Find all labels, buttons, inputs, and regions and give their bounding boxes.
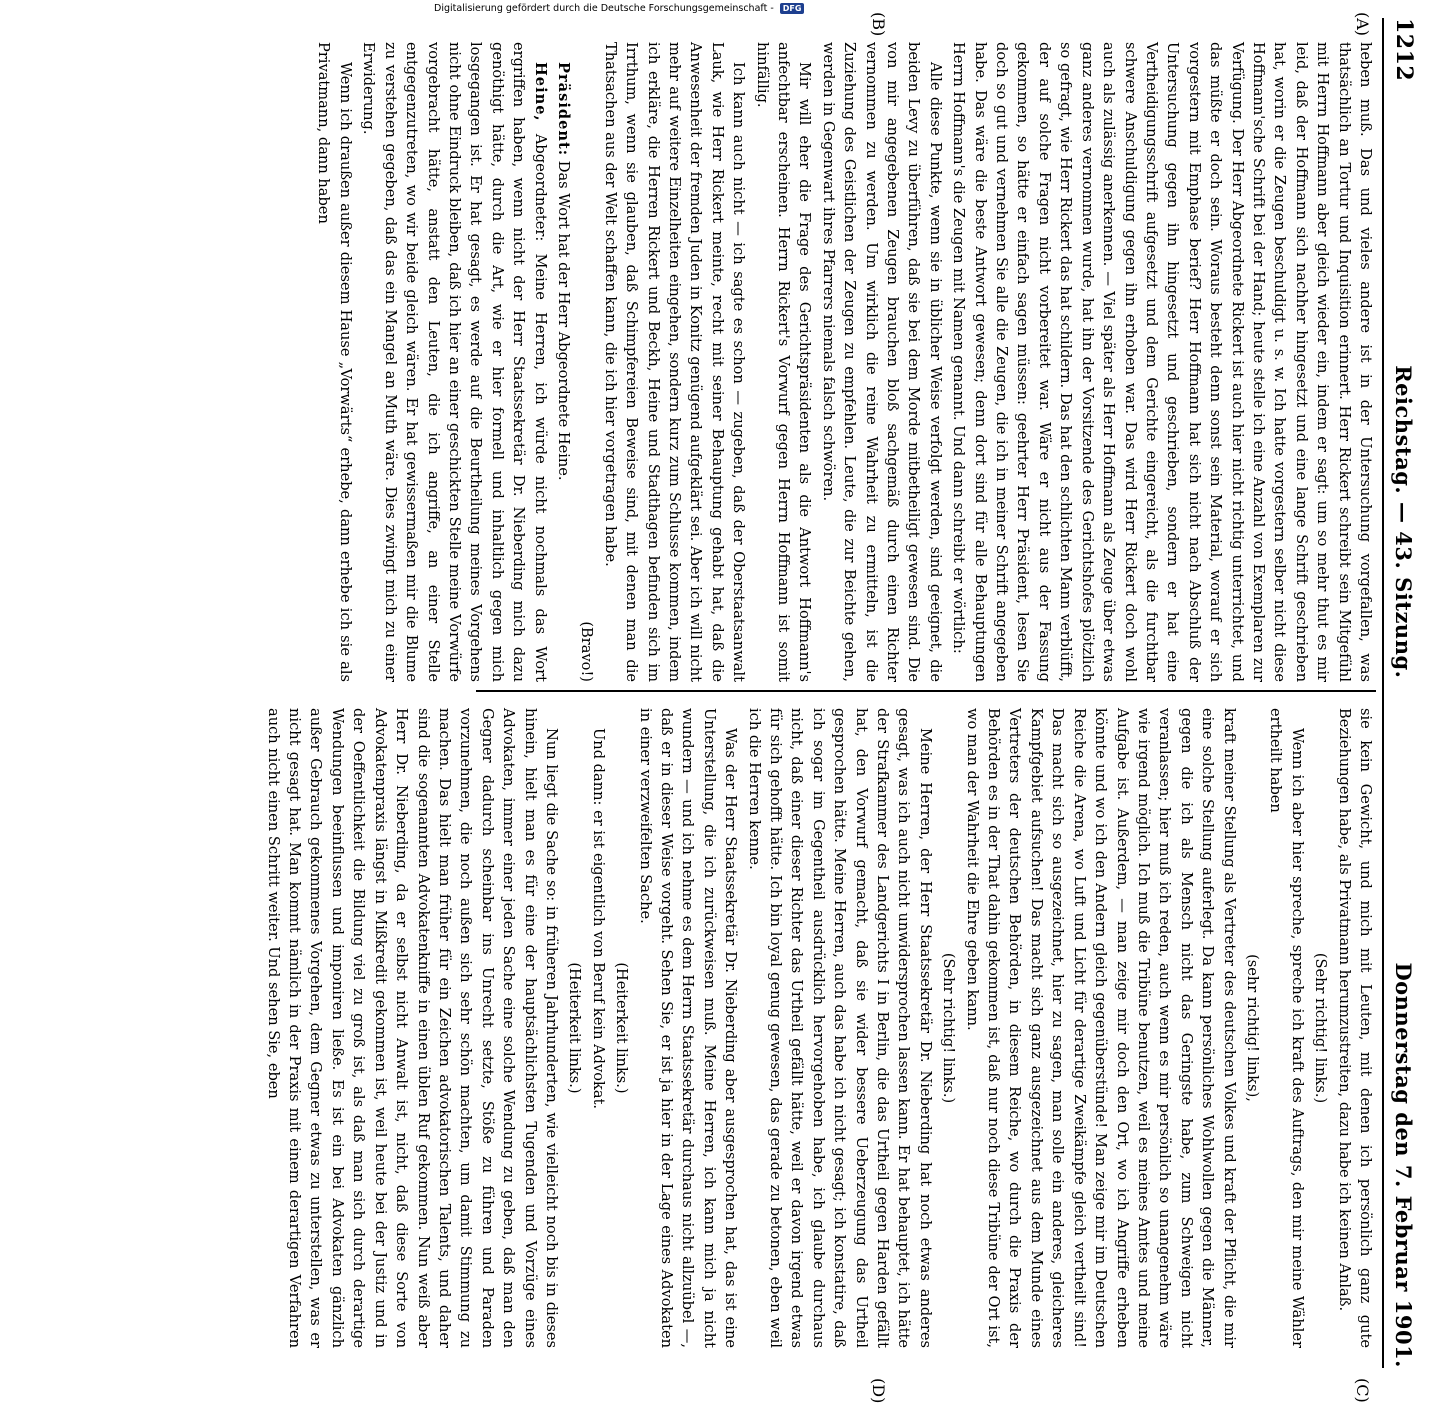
paragraph: Wenn ich draußen außer diesem Hause „Vorwärts“ erhebe, dann erhebe ich sie als Privatmann, dann haben [315, 42, 354, 682]
paragraph: Und dann: er ist eigentlich von Beruf kein Advokat. [589, 728, 607, 1110]
interjection: (Heiterkeit links.) [566, 962, 584, 1094]
margin-letter-b: (B) [869, 12, 888, 37]
paragraph: heben muß. Das und vieles andere ist in der Untersuchung vorgefallen, was thatsächlich an Tortur und Inquisition erinnert. Herr Rickert schreibt sein Mitgefühl mit Herrn Hoffmann aber gleich wieder ein, indem er sagt: um so mehr thut es mir leid, daß der Hoffmann sich nachher hingesetzt und eine lange Schrift geschrieben hat, worin er die Zeugen beschuldigt u. s. w. Ich hatte vorgestern selber nicht diese Hoffmann'sche Schrift bei der Hand; heute stelle ich eine Anzahl von Exemplaren zur Verfügung. Der Herr Abgeordnete Rickert ist auch hier nicht richtig unterrichtet, und das müßte er doch sein. Woraus besteht denn sonst sein Material, worauf er sich vorgestern mit Emphase berief? Herr Hoffmann hat sich nicht nach Abschluß der Untersuchung gegen ihn hingesetzt und geschrieben, sondern er hat eine Vertheidigungsschrift aufgesetzt und dem Gerichte eingereicht, als die furchtbar schwere Anschuldigung gegen ihn erhoben war. Das wird Herr Rickert doch wohl auch als zulässig anerkennen. — Viel später als Herr Hoffmann als Zeuge über etwas ganz anderes vernommen wurde, hat ihn der Vorsitzende des Gerichtshofes plötzlich so gefragt, wie Herr Rickert das hat schildern. Das hat den schlichten Mann verblüfft, der auf solche Fragen nicht vorbereitet war. Wäre er nicht aus der Fassung gekommen, so hätte er einfach sagen müssen: geehrter Herr Präsident, lesen Sie doch so gut und vernehmen Sie alle die Zeugen, die ich in meiner Schrift angegeben habe. Das wäre die beste Antwort gewesen; denn dort sind für alle Behauptungen Herrn Hoffmann's die Zeugen mit Namen genannt. Und dann schreibt er wörtlich: [950, 42, 1374, 682]
interjection: (sehr richtig! links), [1243, 954, 1261, 1102]
paragraph: Nun liegt die Sache so: in früheren Jahrhunderten, wie vielleicht noch bis in dieses hinein, hielt man es für eine der hauptsächlichsten Tugenden und Vorzüge eines Advokaten, immer einer jeden Sache eine solche Wendung zu geben, daß man den Gegner dadurch scheinbar ins Unrecht setzte, Stöße zu führen und Paraden vorzunehmen, die noch außen sich sehr schön machten, um damit Stimmung zu machen. Das hielt man früher für ein Zeichen advokatorischen Talents, und daher sind die sogenannten Advokatenkniffe in einen üblen Ruf gekommen. Nun weiß aber Herr Dr. Nieberding, da er selbst nicht Anwalt ist, nicht, daß diese Sorte von Advokatenpraxis längst in Mißkredit gekommen ist, weil heute bei der Justiz und in der Oeffentlichkeit die Bildung viel zu groß ist, als daß man sich durch derartige Wendungen beeinflussen und imponiren ließe. Es ist ein bei Advokaten gänzlich außer Gebrauch gekommenes Vorgehen, dem Gegner etwas zu unterstellen, was er nicht gesagt hat. Man kommt nämlich in der Praxis mit einem derartigen Verfahren auch nicht einen Schritt weiter. Und sehen Sie, eben [264, 708, 560, 1348]
running-title: Reichstag. — 43. Sitzung. [1391, 365, 1417, 679]
paragraph: kraft meiner Stellung als Vertreter des deutschen Volkes und kraft der Pflicht, die mir eine solche Stellung auferlegt. Da kann persönliches Wohlwollen gegen die Männer, gegen die ich als Mensch nicht das Geringste habe, zum Schweigen nicht veranlassen; hier muß ich reden, auch wenn es mir persönlich so unangenehm wäre wie irgend möglich. Ich muß die Tribüne benutzen, weil es meines Amtes und meine Aufgabe ist. Außerdem, — man zeige mir doch den Ort, wo ich Angriffe erheben könnte und wo ich den Andern gleich gegenüberstünde! Man zeige mir im Deutschen Reiche die Arena, wo Luft und Licht für derartige Zweikämpfe gleich vertheilt sind! Das macht sich so ausgezeichnet, hier zu sagen, man solle ein anderes, gleicheres Kampfgebiet aufsuchen! Das macht sich ganz ausgezeichnet aus dem Munde eines Vertreters der deutschen Behörden, in diesem Reiche, wo durch die Praxis der Behörden es in der That dahin gekommen ist, daß nur noch diese Tribüne der Ort ist, wo man der Wahrheit die Ehre geben kann. [963, 708, 1238, 1348]
header-rule [1382, 18, 1384, 1368]
speaker-name: Präsident: [554, 62, 572, 157]
president-paragraph [553, 42, 574, 682]
speaker-text: Meine Herren, ich würde nicht nochmals das Wort ergriffen haben, wenn nicht der Herr Staatssekretär Dr. Nieberding mich dazu genöthigt hätte, durch die Art, wie er hier formell und inhaltlich gegen mich losgegangen ist. Er hat gesagt, es werde auf die Beurtheilung meines Vorgehens nicht ohne Eindruck bleiben, daß ich hier an einer geschickten Stelle meine Vorwürfe vorgebracht hätte, anstatt den Leuten, die ich angriffe, an einer Stelle entgegenzutreten, wo wir beide gleich wären. Er hat gewissermaßen mir die Blume zu verstehen gegeben, daß das ein Mangel an Muth wäre. Dies zwingt mich zu einer Erwiderung. [360, 42, 549, 682]
left-column [315, 42, 1376, 682]
page-number: 1212 [1391, 18, 1417, 82]
paragraph: Meine Herren, der Herr Staatssekretär Dr. Nieberding hat noch etwas anderes gesagt, was ich auch nicht unwidersprochen lassen kann. Er hat behauptet, ich hätte der Strafkammer des Landgerichts I in Berlin, die das Urtheil gegen Harden gefällt hat, den Vorwurf gemacht, daß sie wider bessere Ueberzeugung das Urtheil gesprochen hätte. Meine Herren, auch das habe ich nicht gesagt; ich konstatire, daß ich sogar im Gegentheil ausdrücklich hervorgehoben habe, ich glaube durchaus nicht, daß einer dieser Richter das Urtheil gefällt hätte, weil er davon irgend etwas für sich gehofft hätte. Ich bin loyal genug gewesen, das gerade zu betonen, eben weil ich die Herren kenne. [745, 708, 934, 1348]
paragraph: Mir will eher die Frage des Gerichtspräsidenten als die Antwort Hoffmann's anfechtbar erscheinen. Herrn Rickert's Vorwurf gegen Herrn Hoffmann ist somit hinfällig. [753, 42, 814, 682]
right-column [264, 708, 1376, 1348]
speaker-text: Das Wort hat der Herr Abgeordnete Heine. [554, 160, 572, 481]
dfg-logo: DFG [780, 3, 805, 14]
interjection: (Sehr richtig! links.) [940, 952, 958, 1104]
heine-paragraph [358, 42, 551, 682]
interjection: (Heiterkeit links.) [613, 962, 631, 1094]
paragraph: Ich kann auch nicht — ich sagte es schon — zugeben, daß der Oberstaatsanwalt Lauk, wie Herr Rickert meinte, recht mit seiner Behauptung gehabt hat, daß die Anwesenheit der fremden Juden in Konitz genügend aufgeklärt sei. Aber ich will nicht mehr auf weitere Einzelheiten eingehen, sondern kurz zum Schlusse kommen, indem ich erkläre, die Herren Rickert und Beckh, Heine und Stadthagen befinden sich im Irrthum, wenn sie glauben, daß Schimpfereien Beweise sind, mit denen man die Thatsachen aus der Welt schaffen kann, die ich hier vorgetragen habe. [601, 42, 748, 682]
credit-text: Digitalisierung gefördert durch die Deutsche Forschungsgemeinschaft - [434, 2, 774, 14]
speaker-role: Abgeordneter: [531, 133, 549, 242]
running-date: Donnerstag den 7. Februar 1901. [1391, 962, 1417, 1368]
margin-letter-a: (A) [1353, 12, 1372, 37]
interjection: (Sehr richtig! links.) [1312, 952, 1330, 1104]
paragraph: sie kein Gewicht, und mich mit Leuten, mit denen ich persönlich ganz gute Beziehungen habe, als Privatmann herumzustreiten, dazu habe ich keinen Anlaß. [1335, 708, 1374, 1348]
speaker-name: Heine, [531, 62, 549, 122]
digitization-credit [434, 0, 1434, 16]
column-divider [476, 690, 1376, 692]
paragraph: Wenn ich aber hier spreche, spreche ich kraft des Auftrags, den mir meine Wähler ertheilt haben [1267, 708, 1306, 1348]
paragraph: Was der Herr Staatssekretär Dr. Nieberding aber ausgesprochen hat, das ist eine Unterstellung, die ich zurückweisen muß. Meine Herren, ich kann mich ja nicht wundern — und ich nehme es dem Herrn Staatssekretär durchaus nicht allzuübel —, daß er in dieser Weise vorgeht. Sehen Sie, er ist ja hier in der Lage eines Advokaten in einer verzweifelten Sache. [636, 708, 740, 1348]
margin-letter-c: (C) [1353, 1378, 1372, 1403]
running-head [1386, 18, 1422, 1368]
margin-letter-d: (D) [869, 1378, 888, 1403]
interjection: (Bravo!) [578, 621, 596, 682]
quoted-paragraph: Alle diese Punkte, wenn sie in üblicher Weise verfolgt werden, sind geeignet, die beiden Levy zu überführen, daß sie bei dem Morde mitbetheiligt gewesen sind. Die von mir angegebenen Zeugen brauchen bloß sachgemäß durch einen Richter vernommen zu werden. Um wirklich die reine Wahrheit zu ermitteln, ist die Zuziehung des Geistlichen der Zeugen zu empfehlen. Leute, die zur Beichte gehen, werden in Gegenwart ihres Pfarrers niemals falsch schwören. [819, 42, 944, 682]
